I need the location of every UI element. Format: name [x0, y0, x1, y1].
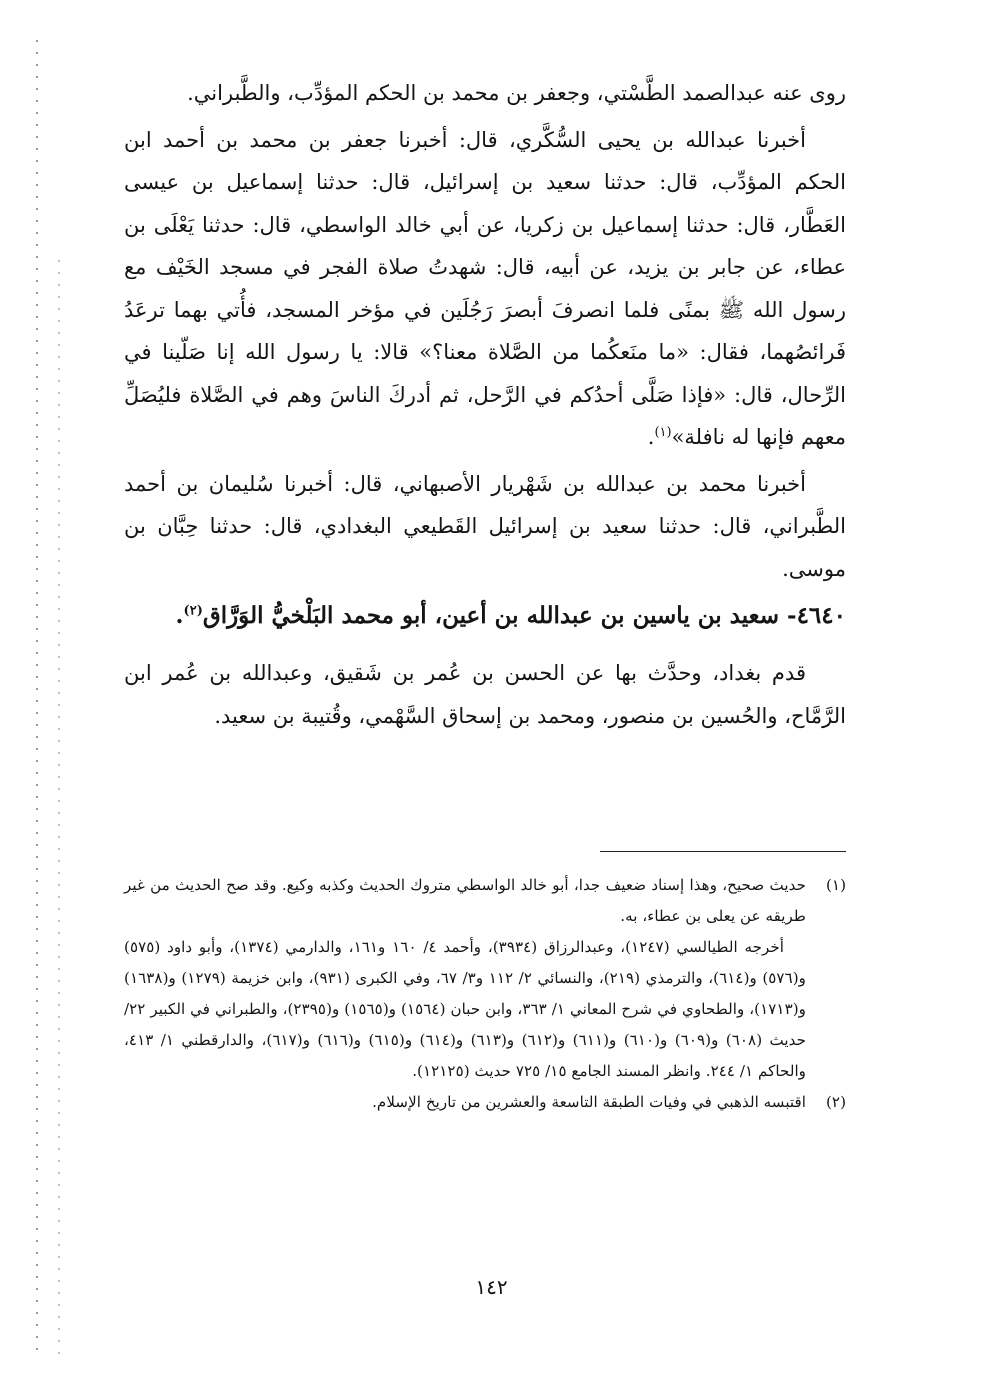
entry-heading-end: .	[175, 602, 184, 629]
hadith-text: أخبرنا عبدالله بن يحيى السُّكَّري، قال: أخبرنا جعفر بن محمد بن أحمد ابن الحكم المؤدِّب، قال: حدثنا سعيد بن إسرائيل، قال: حدثنا إسماعيل بن عيسى العَطَّار، قال: حدثنا إسماعيل بن زكريا، عن أبي خالد الواسطي، قال: حدثنا يَعْلَى بن عطاء، عن جابر بن يزيد، عن أبيه، قال: شهدتُ صلاة الفجر في مسجد الخَيْف مع رسول الله ﷺ بمنًى فلما انصرفَ أبصرَ رَجُلَين في مؤخر المسجد، فأُتي بهما ترعَدُ فَرائصُهما، فقال: «ما منَعكُما من الصَّلاة معنا؟» قالا: يا رسول الله إنا صَلّينا في الرِّحال، قال: «فإذا صَلَّى أحدُكم في الرَّحل، ثم أدركَ الناسَ وهم في الصَّلاة فليُصَلِّ معهم فإنها له نافلة»	[124, 127, 846, 449]
main-text	[124, 72, 846, 737]
entry-heading-text: ٤٦٤٠- سعيد بن ياسين بن عبدالله بن أعين، أبو محمد البَلْخيُّ الوَرَّاق	[202, 602, 846, 629]
footnote-1-sources: أخرجه الطيالسي (١٢٤٧)، وعبدالرزاق (٣٩٣٤)، وأحمد ٤/ ١٦٠ و١٦١، والدارمي (١٣٧٤)، وأبو داود (٥٧٥) و(٥٧٦) و(٦١٤)، والترمذي (٢١٩)، والنسائي ٢/ ١١٢ و٣/ ٦٧، وفي الكبرى (٩٣١)، وابن خزيمة (١٢٧٩) و(١٦٣٨) و(١٧١٣)، والطحاوي في شرح المعاني ١/ ٣٦٣، وابن حبان (١٥٦٤) و(١٥٦٥) و(٢٣٩٥)، والطبراني في الكبير ٢٢/ حديث (٦٠٨) و(٦٠٩) و(٦١٠) و(٦١١) و(٦١٢) و(٦١٣) و(٦١٤) و(٦١٥) و(٦١٦) و(٦١٧)، والدارقطني ١/ ٤١٣، والحاكم ١/ ٢٤٤. وانظر المسند الجامع ١٥/ ٧٢٥ حديث (١٢١٢٥).	[124, 938, 807, 1080]
paragraph-biography: قدم بغداد، وحدَّث بها عن الحسن بن عُمر بن شَقيق، وعبدالله بن عُمر ابن الرَّمَّاح، والحُسين بن منصور، ومحمد بن إسحاق السَّهْمي، وقُتيبة بن سعيد.	[124, 661, 846, 728]
footnote-ref-2[interactable]: (٢)	[183, 603, 203, 619]
footnote-1	[124, 870, 846, 1087]
paragraph-isnad: أخبرنا محمد بن عبدالله بن شَهْريار الأصبهاني، قال: أخبرنا سُليمان بن أحمد الطَّبراني، قال: حدثنا سعيد بن إسرائيل القَطيعي البغدادي، قال: حدثنا حِبَّان بن موسى.	[124, 471, 846, 581]
footnote-2-body	[124, 1087, 806, 1118]
footnote-1-body	[124, 870, 806, 1087]
footnote-1-grading: حديث صحيح، وهذا إسناد ضعيف جدا، أبو خالد الواسطي متروك الحديث وكذبه وكيع. وقد صح الحديث من غير طريقه عن يعلى بن عطاء، به.	[124, 876, 806, 925]
page-number: ١٤٢	[475, 1275, 508, 1299]
footnote-1-number: (١)	[825, 876, 846, 894]
entry-heading	[124, 594, 846, 638]
footnote-separator	[600, 851, 846, 852]
footnotes	[124, 870, 846, 1118]
hadith-end: .	[647, 425, 655, 449]
footnote-2-text: اقتبسه الذهبي في وفيات الطبقة التاسعة والعشرين من تاريخ الإسلام.	[372, 1093, 806, 1111]
footnote-2-number: (٢)	[825, 1093, 846, 1111]
paragraph-hadith	[124, 119, 846, 459]
paragraph-narrators: روى عنه عبدالصمد الطَّسْتي، وجعفر بن محمد بن الحكم المؤدِّب، والطَّبراني.	[187, 81, 846, 105]
binding-margin-dots	[36, 40, 38, 1360]
footnote-2	[124, 1087, 846, 1118]
footnote-ref-1[interactable]: (١)	[654, 425, 672, 440]
binding-margin-dots-inner	[58, 260, 60, 1360]
